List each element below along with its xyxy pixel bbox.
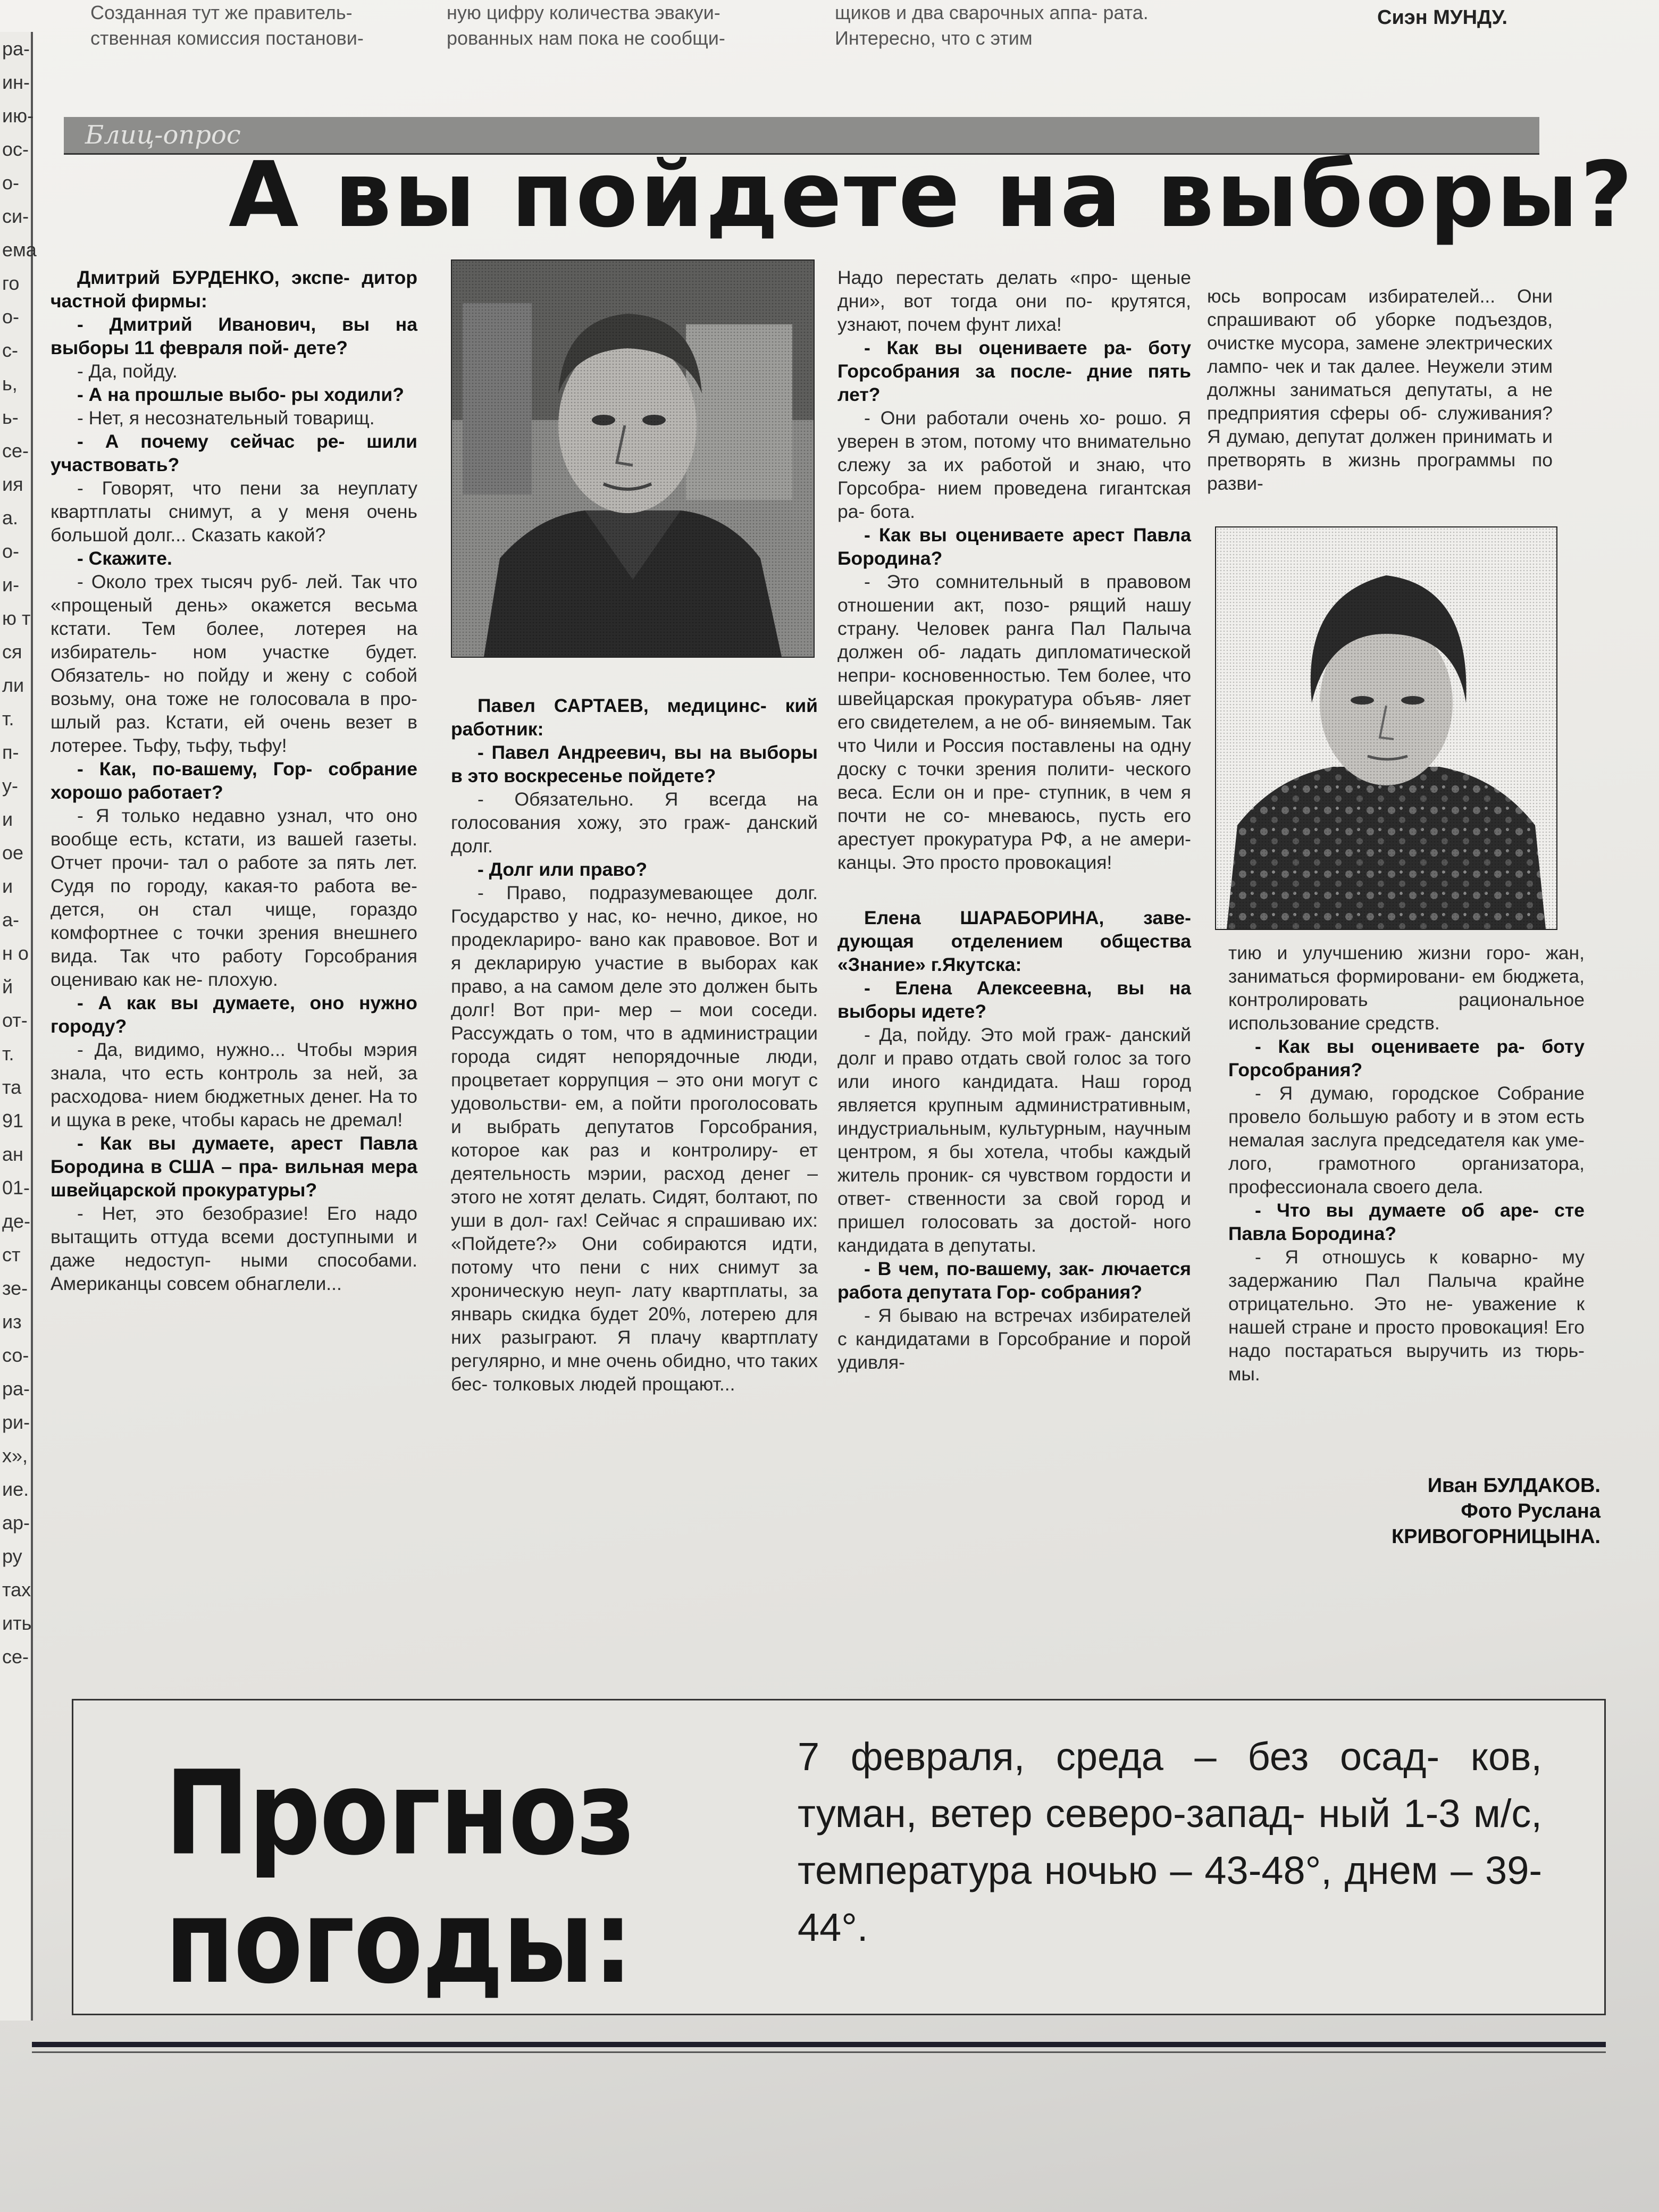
answer-continued: юсь вопросам избирателей... Они спрашивают об уборке подъездов, очистке мусора, замене электрических лампо- чек и так далее. Неужели этим должны заниматься депутаты, а не предприятия сферы об- служивания? Я думаю, депутат должен принимать и претворять в жизнь программы по разви- [1207,286,1553,494]
question: - Дмитрий Иванович, вы на выборы 11 февраля пой- дете? [51,314,417,358]
byline-photographer: КРИВОГОРНИЦЫНА. [1391,1526,1601,1548]
interviewee-intro: Дмитрий БУРДЕНКО, экспе- дитор частной фирмы: [51,267,417,312]
interviewee-intro: Елена ШАРАБОРИНА, заве- дующая отделением общества «Знание» г.Якутска: [837,907,1191,975]
answer: - Нет, это безобразие! Его надо вытащить оттуда всеми доступными и даже недоступ- ными способами. Американцы совсем обнаглели... [51,1203,417,1294]
answer: - Я думаю, городское Собрание провело большую работу и в этом есть немалая заслуга председателя как уме- лого, грамотного организатора, профессионала своего дела. [1228,1083,1585,1197]
question: - Как вы оцениваете арест Павла Бородина? [837,524,1191,569]
question: - Как вы оцениваете ра- боту Горсобрания? [1228,1036,1585,1080]
column-1 [51,266,417,1295]
previous-article-author: Сиэн МУНДУ. [1377,6,1508,29]
answer: - Да, пойду. [77,361,178,382]
question: - Елена Алексеевна, вы на выборы идете? [837,977,1191,1022]
question: - Долг или право? [477,859,648,880]
answer: - Обязательно. Я всегда на голосования хожу, это граж- данский долг. [451,789,818,857]
answer-continued: Надо перестать делать «про- щеные дни», вот тогда они по- крутятся, узнают, почем фунт лиха! [837,267,1191,335]
column-2 [451,694,818,1396]
answer: - Около трех тысяч руб- лей. Так что «прощеный день» окажется весьма кстати. Тем более, лотерея на избиратель- ном участке будет. Обязатель- но пойду и жену с собой возьму, она тоже не голосовала в про- шлый раз. Кстати, ей очень везет в лотерее. Тьфу, тьфу, тьфу! [51,571,417,756]
answer-continued: тию и улучшению жизни горо- жан, заниматься формировани- ем бюджета, контролировать рациональное использование средств. [1228,942,1585,1034]
headline: А вы пойдете на выборы? [229,143,1635,248]
answer: - Нет, я несознательный товарищ. [77,407,375,429]
answer: - Это сомнительный в правовом отношении акт, позо- рящий нашу страну. Человек ранга Пал Палыча должен об- ладать дипломатической непри- косновенностью. Тем более, что швейцарская прокуратура объяв- ляет его свидетелем, а не об- виняемым. Так что Чили и Россия поставлены на одну доску с точки зрения полити- ческого веса. Если он и пре- ступник, в чем я почти не со- мневаюсь, пусть его арестует прокуратура РФ, а не амери- канцы. Это просто провокация! [837,571,1191,873]
answer: - Да, видимо, нужно... Чтобы мэрия знала, что есть контроль за ней, за расходова- нием бюджетных денег. На то и щука в реке, чтобы карась не дремал! [51,1039,417,1130]
spacer [837,874,1191,906]
answer: - Я бываю на встречах избирателей с кандидатами в Горсобрание и порой удивля- [837,1305,1191,1373]
byline-photo-credit: Фото Руслана [1461,1500,1601,1522]
previous-article-col3: щиков и два сварочных аппа- рата. Интересно, что с этим [835,2,1149,49]
bottom-rule-thin [32,2051,1606,2053]
previous-article-col1: Созданная тут же правитель- ственная комиссия постанови- [90,2,364,49]
weather-title-line1: Прогноз [165,1746,635,1881]
photo-elena-sharaborina [1215,526,1557,930]
question: - Что вы думаете об аре- сте Павла Бородина? [1228,1200,1585,1244]
answer: - Я только недавно узнал, что оно вообще есть, кстати, из вашей газеты. Отчет прочи- тал о работе за пять лет. Судя по городу, какая-то работа ве- дется, он стал чище, гораздо комфортнее с точки зрения внешнего вида. Так что работу Горсобрания оцениваю как не- плохую. [51,805,417,990]
answer: - Право, подразумевающее долг. Государство у нас, ко- нечно, дикое, но продеклариро- вано как правовое. Вот и я декларирую участие в выборах как право, а на самом деле это должен быть долг! Вот при- мер – мои соседи. Рассуждать о том, что в администрации города сидят непорядочные люди, процветает коррупция – это они могут с удовольстви- ем, а пойти проголосовать и выбрать депутатов Горсобрания, которое как раз и контролиру- ет деятельность мэрии, расход денег – этого не хотят делать. Сидят, болтают, по уши в дол- гах! Сейчас я спрашиваю их: «Пойдете?» Они собираются идти, потому что пени с них снимут за хроническую неуп- лату квартплаты, за январь скидка будет 20%, лотерею для них разыграют. Я плачу квартплату регулярно, и мне очень обидно, что таких бес- толковых людей прощают... [451,882,818,1395]
previous-article-col2: ную цифру количества эвакуи- рованных нам пока не сообщи- [447,2,725,49]
answer: - Они работали очень хо- рошо. Я уверен в этом, потому что внимательно слежу за их работой и знаю, что Горсобра- нием проведена гигантская ра- бота. [837,407,1191,522]
question: - Павел Андреевич, вы на выборы в это воскресенье пойдете? [451,742,818,786]
question: - Как, по-вашему, Гор- собрание хорошо работает? [51,758,417,803]
question: - А почему сейчас ре- шили участвовать? [51,431,417,475]
photo-pavel-sartaev [451,259,815,658]
question: - А на прошлые выбо- ры ходили? [77,384,404,405]
byline [1239,1473,1601,1549]
rubric-label: Блиц-опрос [85,120,241,150]
previous-page-strip: ра- ин- ию- ос- о- си- ема го о- с- ь, ь- се- ия а. о- и- ю т ся ли т. п- у- и ое и а- н о й от- т. та 91 ан 01- де- ст зе- из со- ра- ри- х», ие. ар- ру тах ить се- [0,32,33,2021]
weather-forecast: 7 февраля, среда – без осад- ков, туман, ветер северо-запад- ный 1-3 м/с, температура ночью – 43-48°, днем – 39-44°. [798,1735,1542,1949]
question: - Как вы оцениваете ра- боту Горсобрания за после- дние пять лет? [837,337,1191,405]
question: - Как вы думаете, арест Павла Бородина в США – пра- вильная мера швейцарской прокуратуры? [51,1133,417,1201]
question: - А как вы думаете, оно нужно городу? [51,992,417,1037]
bottom-rule [32,2042,1606,2047]
byline-author: Иван БУЛДАКОВ. [1427,1474,1601,1497]
column-4-top [1207,284,1553,495]
weather-title [165,1746,670,2009]
column-4-bottom [1228,941,1585,1386]
answer: - Я отношусь к коварно- му задержанию Пал Палыча крайне отрицательно. Это не- уважение к нашей стране и просто провокация! Его надо постараться выручить из тюрь- мы. [1228,1246,1585,1385]
interviewee-intro: Павел САРТАЕВ, медицинс- кий работник: [451,695,818,740]
column-3 [837,266,1191,1374]
question: - В чем, по-вашему, зак- лючается работа депутата Гор- собрания? [837,1258,1191,1303]
answer: - Говорят, что пени за неуплату квартплаты снимут, а у меня очень большой долг... Сказать какой? [51,477,417,546]
question: - Скажите. [77,548,172,569]
answer: - Да, пойду. Это мой граж- данский долг и право отдать свой голос за того или иного кандидата. Наш город является крупным административным, индустриальным, культурным, научным центром, я бы хотела, чтобы каждый житель проник- ся чувством гордости и ответ- ственности за свой город и пришел голосовать за достой- ного кандидата в депутаты. [837,1024,1191,1256]
weather-title-line2: погоды: [165,1874,632,2009]
